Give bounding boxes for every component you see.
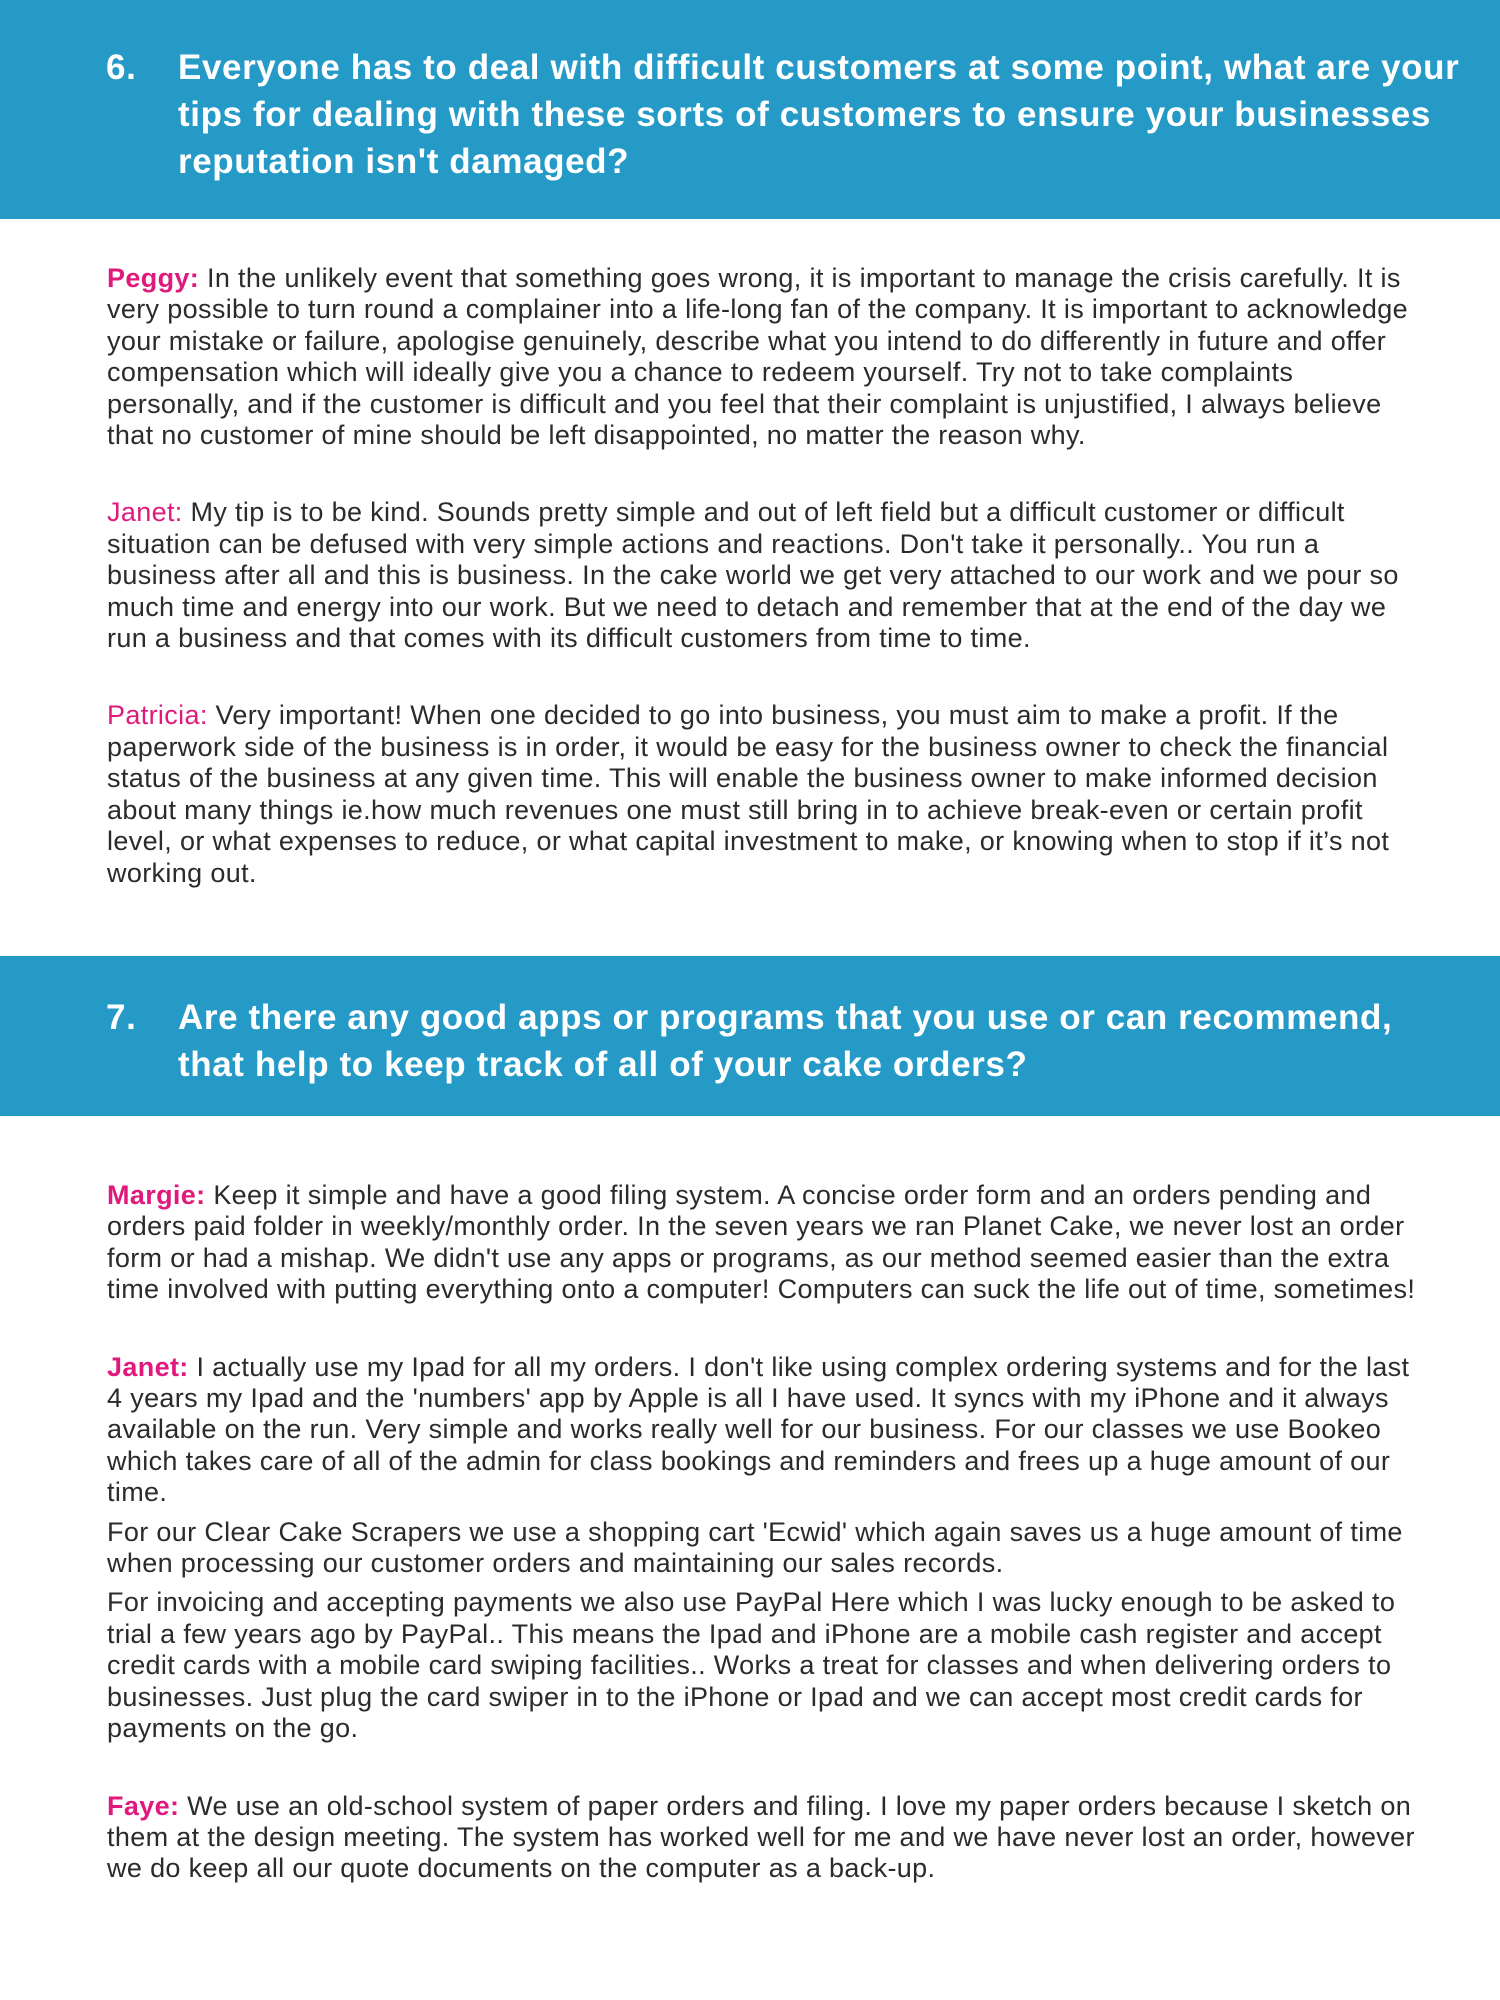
answer-faye (107, 1791, 1427, 1885)
answer-janet (107, 1352, 1427, 1745)
question-6 (106, 44, 1460, 185)
answer-text: For our Clear Cake Scrapers we use a shopping cart 'Ecwid' which again saves us a huge amount of time when processing our customer orders and maintaining our sales records. (107, 1516, 1403, 1579)
answer-text: Keep it simple and have a good filing system. A concise order form and an orders pending and orders paid folder in weekly/monthly order. In the seven years we ran Planet Cake, we never lost an order form or had a mishap. We didn't use any apps or programs, as our method seemed easier than the extra time involved with putting everything onto a computer! Computers can suck the life out of time, sometimes! (107, 1180, 1416, 1305)
answer-janet (107, 497, 1427, 654)
speaker-name: Janet: (107, 497, 183, 528)
speaker-name: Faye: (107, 1790, 180, 1821)
answer-text: We use an old-school system of paper orders and filing. I love my paper orders because I sketch on them at the design meeting. The system has worked well for me and we have never lost an order, however we do keep all our quote documents on the computer as a back-up. (107, 1790, 1415, 1884)
speaker-name: Peggy: (107, 263, 200, 293)
question-text: Everyone has to deal with difficult customers at some point, what are your tips for dealing with these sorts of customers to ensure your businesses reputation isn't damaged? (178, 48, 1460, 181)
question-7-banner (0, 956, 1500, 1116)
answer-text: My tip is to be kind. Sounds pretty simple and out of left field but a difficult customer or difficult situation can be defused with very simple actions and reactions. Don't take it personally.. You run a business after all and this is business. In the cake world we get very attached to our work and we pour so much time and energy into our work. But we need to detach and remember that at the end of the day we run a business and that comes with its difficult customers from time to time. (107, 497, 1399, 654)
question-number: 6. (106, 48, 137, 87)
answer-peggy (107, 263, 1427, 451)
speaker-name: Margie: (107, 1180, 206, 1210)
answer-text: For invoicing and accepting payments we also use PayPal Here which I was lucky enough to be asked to trial a few years ago by PayPal.. This means the Ipad and iPhone are a mobile cash register and accept credit cards with a mobile card swiping facilities.. Works a treat for classes and when delivering orders to businesses. Just plug the card swiper in to the iPhone or Ipad and we can accept most credit cards for payments on the go. (107, 1587, 1396, 1744)
question-7 (106, 994, 1460, 1088)
question-6-banner (0, 0, 1500, 219)
answer-margie (107, 1180, 1427, 1306)
question-7-answers (107, 1180, 1427, 1931)
speaker-name: Janet: (107, 1351, 189, 1382)
answer-text: I actually use my Ipad for all my orders. I don't like using complex ordering systems and for the last 4 years my Ipad and the 'numbers' app by Apple is all I have used. It syncs with my iPhone and it always available on the run. Very simple and works really well for our business. For our classes we use Bookeo which takes care of all of the admin for class bookings and reminders and frees up a huge amount of our time. (107, 1351, 1410, 1508)
question-text: Are there any good apps or programs that you use or can recommend, that help to keep track of all of your cake orders? (178, 998, 1393, 1084)
answer-patricia (107, 700, 1427, 888)
answer-text: In the unlikely event that something goes wrong, it is important to manage the crisis carefully. It is very possible to turn round a complainer into a life-long fan of the company. It is important to acknowledge your mistake or failure, apologise genuinely, describe what you intend to do differently in future and offer compensation which will ideally give you a chance to redeem yourself. Try not to take complaints personally, and if the customer is difficult and you feel that their complaint is unjustified, I always believe that no customer of mine should be left disappointed, no matter the reason why. (107, 263, 1408, 451)
question-number: 7. (106, 998, 137, 1037)
answer-text: Very important! When one decided to go into business, you must aim to make a profit. If the paperwork side of the business is in order, it would be easy for the business owner to check the financial status of the business at any given time. This will enable the business owner to make informed decision about many things ie.how much revenues one must still bring in to achieve break-even or certain profit level, or what expenses to reduce, or what capital investment to make, or knowing when to stop if it’s not working out. (107, 700, 1390, 888)
question-6-answers (107, 263, 1427, 935)
speaker-name: Patricia: (107, 700, 208, 731)
